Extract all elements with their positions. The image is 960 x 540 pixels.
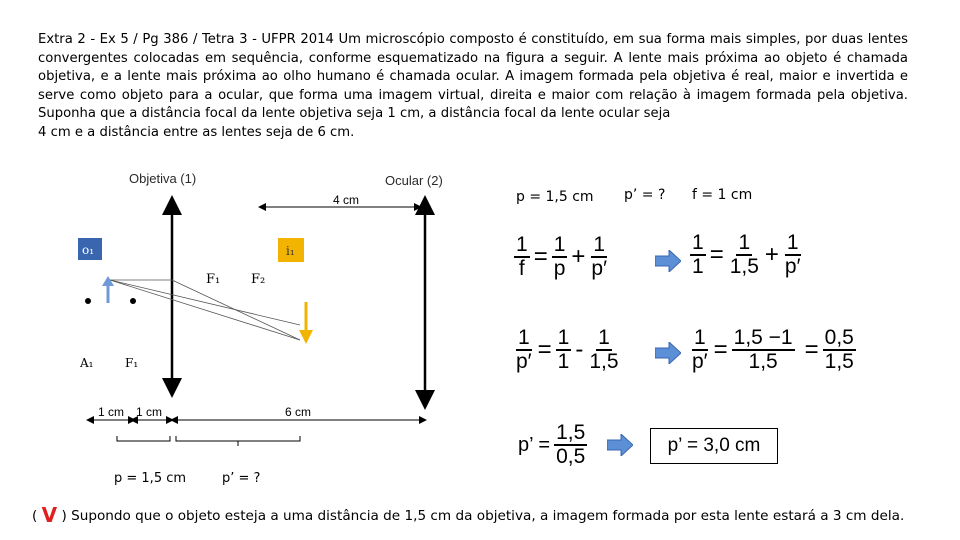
microscope-diagram xyxy=(0,160,520,500)
result-box: p’ = 3,0 cm xyxy=(650,428,778,464)
right-arrow-icon xyxy=(655,250,681,272)
ocular-label: Ocular (2) xyxy=(385,173,443,188)
true-mark: V xyxy=(41,503,58,527)
ray-4 xyxy=(110,280,300,325)
f1-top-label: F₁ xyxy=(206,272,221,287)
final-equation: p’ = $\frac{1,5}{0,5}$ xyxy=(518,421,586,468)
problem-statement xyxy=(38,31,908,143)
dimension-4cm-label: 4 cm xyxy=(333,193,360,207)
given-f: f = 1 cm xyxy=(692,187,753,203)
f2-top-label: F₂ xyxy=(251,272,266,287)
dim-6cm-label: 6 cm xyxy=(285,405,312,419)
dim-1cm-a-label: 1 cm xyxy=(98,405,125,419)
problem-text: Extra 2 - Ex 5 / Pg 386 / Tetra 3 - UFPR 2014 Um microscópio composto é constituído, em sua forma mais simples, por duas lentes convergentes colocadas em sequência, conforme esquematizado na figura a seguir. A lente mais próxima ao objeto é chamada objetiva, e a lente mais próxima ao olho humano é chamada ocular. A imagem formada pela objetiva é real, maior e invertida e serve como objeto para a ocular, que forma uma imagem virtual, direita e maior com relação à imagem formada pela objetiva. Suponha que a distância focal da lente objetiva seja 1 cm, a distância focal da lente ocular seja xyxy=(38,32,908,122)
lens-equation: $\frac{1}{f}$ = $\frac{1}{p}$ + $\frac{1}{p'}$ xyxy=(516,233,608,280)
focal-dot-f1 xyxy=(130,298,136,304)
frac-1-pprime: $\frac{1}{p'}$ xyxy=(591,233,608,280)
lens-equation-substituted: $\frac{1}{1}$ = $\frac{1}{1,5}$ + $\frac{1}{p'}$ xyxy=(692,231,801,278)
p-label: p = 1,5 cm xyxy=(114,471,187,486)
brace-p xyxy=(117,436,170,441)
f1-bottom-label: F₁ xyxy=(125,356,139,370)
brace-pprime xyxy=(176,436,300,446)
ray-1 xyxy=(110,280,300,340)
a1-label: A₁ xyxy=(80,356,94,370)
i1-label: i₁ xyxy=(286,244,295,258)
answer-statement xyxy=(32,503,904,527)
paren-open: ( xyxy=(32,508,38,524)
o1-label: o₁ xyxy=(82,243,95,257)
frac-1-f: $\frac{1}{f}$ xyxy=(516,233,528,280)
focal-dot-a1 xyxy=(85,298,91,304)
right-arrow-icon xyxy=(655,342,681,364)
dim-1cm-b-label: 1 cm xyxy=(136,405,163,419)
answer-text: Supondo que o objeto esteja a uma distância de 1,5 cm da objetiva, a imagem formada por esta lente estará a 3 cm dela. xyxy=(71,508,905,524)
solve-equation: $\frac{1}{p'}$ = $\frac{1}{1}$ - $\frac{1}{1,5}$ xyxy=(516,326,619,373)
solve-equation-result: $\frac{1}{p'}$ = $\frac{1,5 -1}{1,5}$ = $\frac{0,5}{1,5}$ xyxy=(692,326,854,373)
given-p: p = 1,5 cm xyxy=(516,189,594,205)
paren-close: ) xyxy=(61,508,67,524)
problem-text-end: 4 cm e a distância entre as lentes seja de 6 cm. xyxy=(38,124,355,140)
pprime-label: p’ = ? xyxy=(222,471,261,486)
objetiva-label: Objetiva (1) xyxy=(129,171,197,186)
right-arrow-icon xyxy=(607,434,633,456)
frac-1-p: $\frac{1}{p}$ xyxy=(553,233,566,280)
given-pprime: p’ = ? xyxy=(624,187,666,203)
image-arrowhead xyxy=(299,330,313,344)
